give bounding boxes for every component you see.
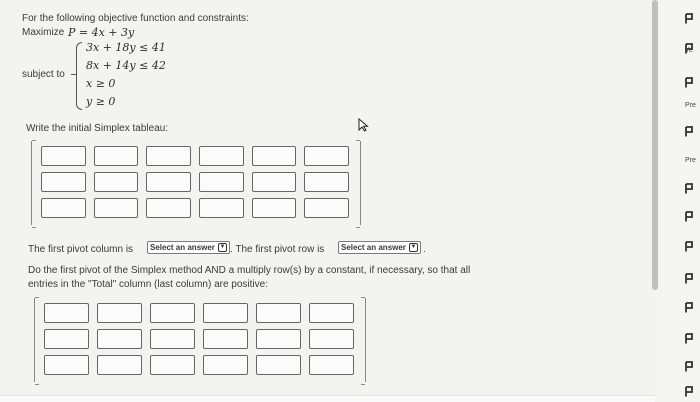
- initial-tableau-cell-input[interactable]: [304, 198, 349, 218]
- pivot-tableau-cell-input[interactable]: [256, 355, 301, 375]
- flag-icon[interactable]: [685, 241, 693, 252]
- initial-tableau-cell-input[interactable]: [252, 198, 297, 218]
- pivot-tableau-cell-input[interactable]: [256, 303, 301, 323]
- initial-tableau-matrix: [31, 141, 361, 225]
- pivot-tableau-cell-input[interactable]: [97, 329, 142, 349]
- pivot-end-period: .: [423, 244, 426, 255]
- constraint-brace: [76, 42, 82, 110]
- sidebar-label: Pre: [685, 102, 696, 109]
- tableau-prompt: Write the initial Simplex tableau:: [26, 123, 169, 134]
- flag-icon[interactable]: [685, 273, 693, 284]
- flag-icon[interactable]: [685, 13, 693, 24]
- flag-icon[interactable]: [685, 361, 693, 372]
- pivot-tableau-matrix: [34, 298, 366, 382]
- initial-tableau-cell-input[interactable]: [41, 172, 86, 192]
- initial-tableau-cell-input[interactable]: [146, 172, 191, 192]
- pivot-tableau-cell-input[interactable]: [44, 355, 89, 375]
- pivot-column-select[interactable]: [147, 241, 230, 254]
- initial-tableau-cell-input[interactable]: [199, 198, 244, 218]
- flag-icon[interactable]: [685, 183, 693, 194]
- pivot-tableau-cell-input[interactable]: [44, 303, 89, 323]
- initial-tableau-cell-input[interactable]: [199, 146, 244, 166]
- initial-tableau-cell-input[interactable]: [252, 146, 297, 166]
- pivot-tableau-cell-input[interactable]: [203, 303, 248, 323]
- initial-tableau-cell-input[interactable]: [146, 198, 191, 218]
- pivot-column-select-value: Select an answer: [150, 243, 215, 252]
- pivot-row-select[interactable]: [338, 241, 421, 254]
- pivot-tableau-cell-input[interactable]: [203, 355, 248, 375]
- initial-tableau-cell-input[interactable]: [304, 146, 349, 166]
- cursor-arrow-icon: [356, 118, 370, 132]
- pivot-tableau-cell-input[interactable]: [256, 329, 301, 349]
- initial-tableau-cell-input[interactable]: [146, 146, 191, 166]
- maximize-label: Maximize: [22, 27, 65, 38]
- pivot-tableau-cell-input[interactable]: [309, 355, 354, 375]
- constraint-1: 3x + 18y ≤ 41: [86, 41, 166, 54]
- chevron-down-icon: ▼: [410, 244, 417, 250]
- sidebar-label: Ye: [685, 47, 693, 54]
- objective-function: P = 4x + 3y: [68, 26, 135, 39]
- constraint-2: 8x + 14y ≤ 42: [86, 59, 166, 72]
- initial-tableau-cell-input[interactable]: [94, 146, 139, 166]
- pivot-tableau-cell-input[interactable]: [44, 329, 89, 349]
- constraint-4: y ≥ 0: [86, 95, 116, 108]
- pivot-tableau-cell-input[interactable]: [150, 329, 195, 349]
- pivot-tableau-cell-input[interactable]: [309, 329, 354, 349]
- flag-icon[interactable]: [685, 77, 693, 88]
- pivot-tableau-cells: [44, 303, 354, 375]
- scrollbar[interactable]: [652, 0, 658, 290]
- pivot-tableau-cell-input[interactable]: [97, 355, 142, 375]
- question-sidebar: [662, 0, 700, 402]
- initial-tableau-cell-input[interactable]: [304, 172, 349, 192]
- flag-icon[interactable]: [685, 211, 693, 222]
- subject-to-label: subject to: [22, 69, 65, 80]
- intro-text: For the following objective function and constraints:: [22, 13, 249, 24]
- bottom-bar: [0, 395, 655, 402]
- flag-icon[interactable]: [685, 302, 693, 313]
- initial-tableau-cell-input[interactable]: [199, 172, 244, 192]
- pivot-row-text: . The first pivot row is: [230, 244, 325, 255]
- flag-icon[interactable]: [685, 333, 693, 344]
- pivot-tableau-cell-input[interactable]: [309, 303, 354, 323]
- pivot-tableau-cell-input[interactable]: [150, 303, 195, 323]
- constraint-brace-tip: [71, 74, 77, 75]
- flag-icon[interactable]: [685, 386, 693, 397]
- chevron-down-icon: ▼: [219, 244, 226, 250]
- initial-tableau-cell-input[interactable]: [252, 172, 297, 192]
- sidebar-label: Pre: [685, 157, 696, 164]
- pivot-tableau-cell-input[interactable]: [203, 329, 248, 349]
- initial-tableau-cell-input[interactable]: [41, 198, 86, 218]
- flag-icon[interactable]: [685, 126, 693, 137]
- constraint-3: x ≥ 0: [86, 77, 116, 90]
- initial-tableau-cell-input[interactable]: [41, 146, 86, 166]
- pivot-column-text: The first pivot column is: [28, 244, 134, 255]
- pivot-tableau-cell-input[interactable]: [97, 303, 142, 323]
- initial-tableau-cells: [41, 146, 349, 218]
- initial-tableau-cell-input[interactable]: [94, 198, 139, 218]
- pivot-instruction-line-1: Do the first pivot of the Simplex method AND a multiply row(s) by a constant, if necessary, so that all: [28, 265, 471, 276]
- pivot-row-select-value: Select an answer: [341, 243, 406, 252]
- pivot-instruction-line-2: entries in the "Total" column (last column) are positive:: [28, 279, 268, 290]
- pivot-tableau-cell-input[interactable]: [150, 355, 195, 375]
- initial-tableau-cell-input[interactable]: [94, 172, 139, 192]
